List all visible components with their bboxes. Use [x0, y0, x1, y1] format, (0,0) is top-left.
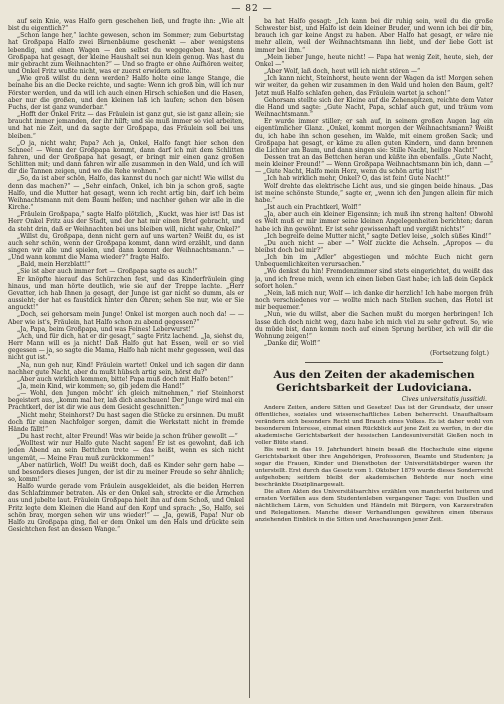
paragraph: „Willst du, Großpapa, denn nicht gern auf uns warten? Weißt du, es ist auch sehr schön, wenn der Großpapa kommt, dann wird erzählt, und dann singen wir alle und spielen, und dann kommt der Weihnachtsmann.“ — „Und wann kommt die Mama wieder?“ fragte Halfo. [8, 232, 244, 262]
paragraph: „— Wohl, den Jungen möcht' ich gleich mitnehmen,“ rief Steinhorst begeistert aus, „komm mal her, laß dich anschauen! Der Junge wird mal ein Prachtkerl, der ist dir wie aus dem Gesicht geschnitten.“ [8, 390, 244, 412]
paragraph: „Na, nun geh nur, Kind! Fräulein wartet! Onkel und ich sagen dir dann nachher gute Nacht, aber du mußt hübsch artig sein, hörst du?“ [8, 361, 244, 376]
paragraph: „Ist auch ein Prachtkerl, Wolf!“ [264, 204, 362, 212]
paragraph: „Wolltest wir nur Halfo gute Nacht sagen! Er ist es gewohnt, daß ich jeden Abend an sein Bettchen trete — das heißt, wenn es sich nicht ungemüt, — Meine Frau muß zurückkommen!“ [8, 440, 244, 462]
paragraph: Er wurde immer stiller; er sah auf, in seinem großen Augen lag ein eigentümlicher Glanz. „Onkel, kommt morgen der Weihnachtsmann? Weißt du, ich habe ihn schon gesehen, im Walde, mit einem großen Sack; und Großpapa hat gesagt, er käme zu allen guten Kindern, und dann brennen die Lichter am Baum, und dann singen sie: Stille Nacht, heilige Nacht!“ [255, 118, 493, 154]
paragraph: „Ich bin im „Adler“ abgestiegen und möchte Euch nicht gern Unbequemlichkeiten verursachen.“ [255, 254, 493, 269]
paragraph: „Fräulein Großpapa,“ sagte Halfo plötzlich, „Kuckt, was hier ist! Das ist Herr Onkel Fritz aus der Stadt, und der hat mir einen Brief gebracht, und da steht drin, daß er Weihnachten bei uns bleiben will, nicht wahr, Onkel?“ [8, 211, 244, 233]
article-paragraph: Die alten Akten des Universitätsarchivs erzählen von mancherlei heiteren und ernsten Vorfällen aus dem Studentenleben vergangener Tage: von Duellen und nächtlichem Lärm, von Schulden und Händeln mit Bürgern, von Karzerstrafen und Relegationen. Manche dieser Verhandlungen gewähren einen überaus anziehenden Einblick in die Sitten und Anschauungen jener Zeit. [255, 488, 493, 523]
article-title: Aus den Zeiten der akademischen Gerichtsbarkeit der Ludoviciana. [273, 369, 475, 395]
article-paragraph: Bis weit in das 19. Jahrhundert hinein besaß die Hochschule eine eigene Gerichtsbarkeit über ihre Angehörigen, Professoren, Beamte und Studenten; ja sogar die Frauen, Kinder und Dienstboten der Universitätsbürger waren ihr unterstellt. Erst durch das Gesetz vom 1. Oktober 1879 wurde dieses Sonderrecht aufgehoben; seitdem bleibt der akademischen Behörde nur noch eine beschränkte Disziplinargewalt. [255, 447, 493, 488]
paragraph: „Hofft der Onkel Fritz — das Fräulein ist ganz gut, sie ist ganz allein; sie braucht immer jemanden, der ihr hilft; und sie muß immer so viel arbeiten, und hat nie Zeit, und da sagte der Großpapa, das Fräulein soll bei uns bleiben.“ [8, 111, 244, 140]
paragraph: „Aber Wolf, laß doch, heut will ich nicht stören —“ [264, 68, 421, 76]
paragraph: „Wo denkst du hin! Fremdenzimmer sind stets eingerichtet, du weißt das ja, und ich freue mich, wenn ich einen lieben Gast habe; ich laß dein Gepäck sofort holen.“ [255, 268, 493, 290]
paragraph: „Ich kann nicht, Steinhorst, heute wenn der Wagen da ist! Morgen sehen wir weiter, da gehen wir zusammen in den Wald und holen den Baum, gelt? Jetzt muß Halfo schlafen gehen, das Fräulein wartet ja schon!“ [255, 75, 493, 97]
continuation-note: (Fortsetzung folgt.) [430, 350, 489, 358]
paragraph: Gehorsam stellte sich der Kleine auf die Zehenspitzen, reichte dem Vater die Hand und sagte: „Gute Nacht, Papa, schlaf auch gut, und träum vom Weihnachtsmann.“ [255, 96, 493, 119]
article-byline: Cives universitatis jussitidi. [401, 396, 487, 404]
paragraph: „Ja, aber auch ein kleiner Eigensinn; ich muß ihn streng halten! Obwohl es Welt muß er mir immer seine kleinen Angelegenheiten berichten; daran habe ich ihn gewöhnt. Er ist sehr gewissenhaft und vergißt nichts!“ [255, 211, 493, 233]
paragraph: „Ach, und für dich, hat er dir gesagt,“ sagte Fritz lachend. „Ja, siehst du, Herr Mann will es ja nicht! Daß Halfo gut hat Essen, weil er so viel gegessen — ja, so sagte die Mama, Halfo hab nicht mehr gegessen, weil das nicht gut ist.“ [8, 332, 244, 362]
paragraph: „Aber natürlich, Wolf! Du weißt doch, daß es Kinder sehr gern habe — und besonders dieses Jungen, der ist dir zu meiner Freude so sehr ähnlich; so, komm!“ [8, 461, 244, 483]
paragraph: „Schon lange her,“ lachte gewesen, schon im Sommer; zum Geburtstag hat Großpapa Halfo zwei Birnenbäume geschenkt — aber wenigstens lebendig, und einen Wagen — den selbst du weggegeben hast, denn Großpapa hat gesagt, der kleine Haushalt sei nun klein genug. Was hast du mir gebracht zum Weihnachten?“ — Und so fragte er ohne Aufhören weiter, und Onkel Fritz wußte nicht, was er zuerst erwidern sollte. [8, 32, 244, 76]
paragraph: Dessen trat an das Bettchen heran und küßte ihn ebenfalls. „Gute Nacht, mein kleiner Freund!“ — Wenn Großpapa Weihnachtsmann bin ich, dann —“ — „Gute Nacht, Halfo mein Herz, wenn du schön artig bist!“ [255, 153, 493, 176]
paragraph: Er knöpfte hierauf das Schürzchen fest, und das Kinderfräulein ging hinaus, und man hörte deutlich, wie sie auf der Treppe lachte. „Herr Gevatter, ich hab Ihnen ja gesagt, der Junge ist gar nicht so dumm, als er aussieht; der hat es faustdick hinter den Ohren; sehen Sie nur, wie er Sie anguckt!“ [8, 275, 244, 312]
paragraph: „Ich hab wirklich mehr, Onkel? O, das ist fein! Gute Nacht!“ [264, 175, 450, 183]
section-divider [305, 362, 443, 363]
article-paragraph: Andere Zeiten, andere Sitten und Gesetze! Das ist der Grundsatz, der unser öffentliches, soziales und wissenschaftliches Leben beherrscht. Unaufhaltsam verändern sich besonders Recht und Brauch eines Volkes. Es ist daher wohl von besonderem Interesse, einmal einen Rückblick auf jene Zeit zu werfen, in der die akademische Gerichtsbarkeit der hessischen Landesuniversität Gießen noch in voller Blüte stand. [255, 405, 493, 447]
column-rule [249, 16, 250, 698]
paragraph: „Ja, mein Kind, wir kommen; so, gib jedem die Hand!“ [17, 382, 185, 390]
paragraph: „So, da ist aber schön, Halfo, das kannst du noch gar nicht! Wie willst du denn das machen?“ — „Sehr einfach, Onkel, ich bin ja schon groß, sagte Halfo, und die Mutter hat gesagt, wenn ich recht artig bin, darf ich beim Weihnachtsmann mit dem Baum helfen; und nachher gehen wir alle in die Kirche.“ [8, 175, 244, 212]
paragraph: „Mein lieber Junge, heute nicht! — Papa hat wenig Zeit, heute, sieh, der Onkel —“ [255, 53, 493, 68]
paragraph: „Doch, sei gehorsam mein Junge! Onkel ist morgen auch noch da! — — Aber wie ist's, Fräulein, hat Halfo schon zu abend gegessen?“ [8, 311, 244, 326]
paragraph: auf sein Knie, was Halfo gern geschehen ließ, und fragte ihn: „Wie alt bist du eigentlich?“ [8, 18, 244, 33]
paragraph: „O ja, nicht wahr, Papa? Ach ja, Onkel, Halfo fangt hier schon den Schnee! — Wenn der Großpapa kommt, dann darf ich mit dem Schlitten fahren, und der Großpapa hat gesagt, er bringt mir einen ganz großen Schlitten mit; und dann fahren wir alle zusammen in den Wald, und ich will dir die Tannen zeigen, und wo die Rehe wohnen.“ [8, 139, 244, 176]
story-text [255, 18, 493, 347]
paragraph: ba hat Halfo gesagt: „Ich kann bei dir ruhig sein, weil du die große Schwester bist, und Halfo ist dein kleiner Bruder, und wenn ich bei dir bin, brauch ich gar keine Angst zu haben. Aber Halfo hat gesagt, er wäre nie mehr allein, weil der Weihnachtsmann ihn liebt, und der liebe Gott ist immer bei ihm.“ [255, 18, 493, 54]
paragraph: Halfo wurde gerade vom Fräulein ausgekleidet, als die beiden Herren das Schlafzimmer betraten. Als er den Onkel sah, streckte er die Ärmchen aus und jubelte laut. Fräulein Großpapa hielt ihn auf dem Schoß, und Onkel Fritz legte dem Kleinen die Hand auf den Kopf und sprach: „So, Halfo, sei schön brav, morgen sehen wir uns wieder!“ — „Ja, gewiß, Papa! Nur ob Halfo zu Großpapa ging, fiel er dem Onkel um den Hals und drückte sein Gesichtchen fest an dessen Wange.“ [8, 483, 244, 534]
paragraph: „Danke dir, Wolf!“ [264, 340, 321, 348]
article-text [255, 405, 493, 523]
paragraph: „Du hast recht, alter Freund! Was wir beide ja schon früher gewollt —“ [17, 433, 238, 441]
paragraph: „Du auch nicht — aber —“ Wolf zuckte die Achseln. „Apropos — du bleibst doch bei mir?“ [255, 239, 493, 254]
paragraph: Wolf drehte das elektrische Licht aus, und sie gingen beide hinaus. „Das ist meine schönste Stunde,“ sagte er, „wenn ich den Jungen allein für mich habe.“ [255, 182, 493, 204]
paragraph: „Nun, wie du willst, aber die Sachen mußt du morgen herbringen! Ich lasse dich doch nicht weg, dazu habe ich mich viel zu sehr gefreut. So, wie du müde bist, dann komm noch auf einen Sprung herüber, ich will dir die Wohnung zeigen!“ [255, 311, 493, 340]
paragraph: „Ja, Papa, beim Großpapa, und was Feines! Leberwurst!“ [17, 325, 194, 333]
left-column [8, 18, 244, 702]
paragraph: „Ich begreife deine Mutter nicht,“ sagte Detlev leise, „solch süßes Kind!“ [264, 232, 492, 240]
paragraph: „Aber auch wirklich kommen, bitte! Papa muß doch mit Halfo beten!“ [17, 375, 234, 383]
page-number: — 82 — [231, 4, 273, 14]
paragraph: „Wie groß willst du denn werden? Halfo holte eine lange Stange, die beinahe bis an die Decke reichte, und sagte: Wenn ich groß bin, will ich nur Förster werden, und da will ich auch einen Hirsch schießen und die Hasen, aber nur die großen, und den kleinen laß ich laufen; schon den bösen Fuchs, der ist ganz wunderbar.“ [8, 75, 244, 111]
paragraph: „Nicht mehr, Steinhorst? Du hast sagen die Stücke zu ersinnen. Du mußt doch für einen Nachfolger sorgen, damit die Werkstatt nicht in fremde Hände fällt!“ [8, 411, 244, 433]
paragraph: „Sie ist aber auch immer fort — Großpapa sagte es auch!“ [17, 268, 198, 276]
paragraph: „Nein, laß mich nur, Wolf — ich danke dir herzlich! Ich habe morgen früh noch verschiedenes vor — wollte mich nach Stellen suchen, das Hotel ist mir bequemer.“ [255, 289, 493, 312]
paragraph: „Bald, mein Herzblatt!“ [17, 261, 91, 269]
right-column [255, 18, 493, 702]
